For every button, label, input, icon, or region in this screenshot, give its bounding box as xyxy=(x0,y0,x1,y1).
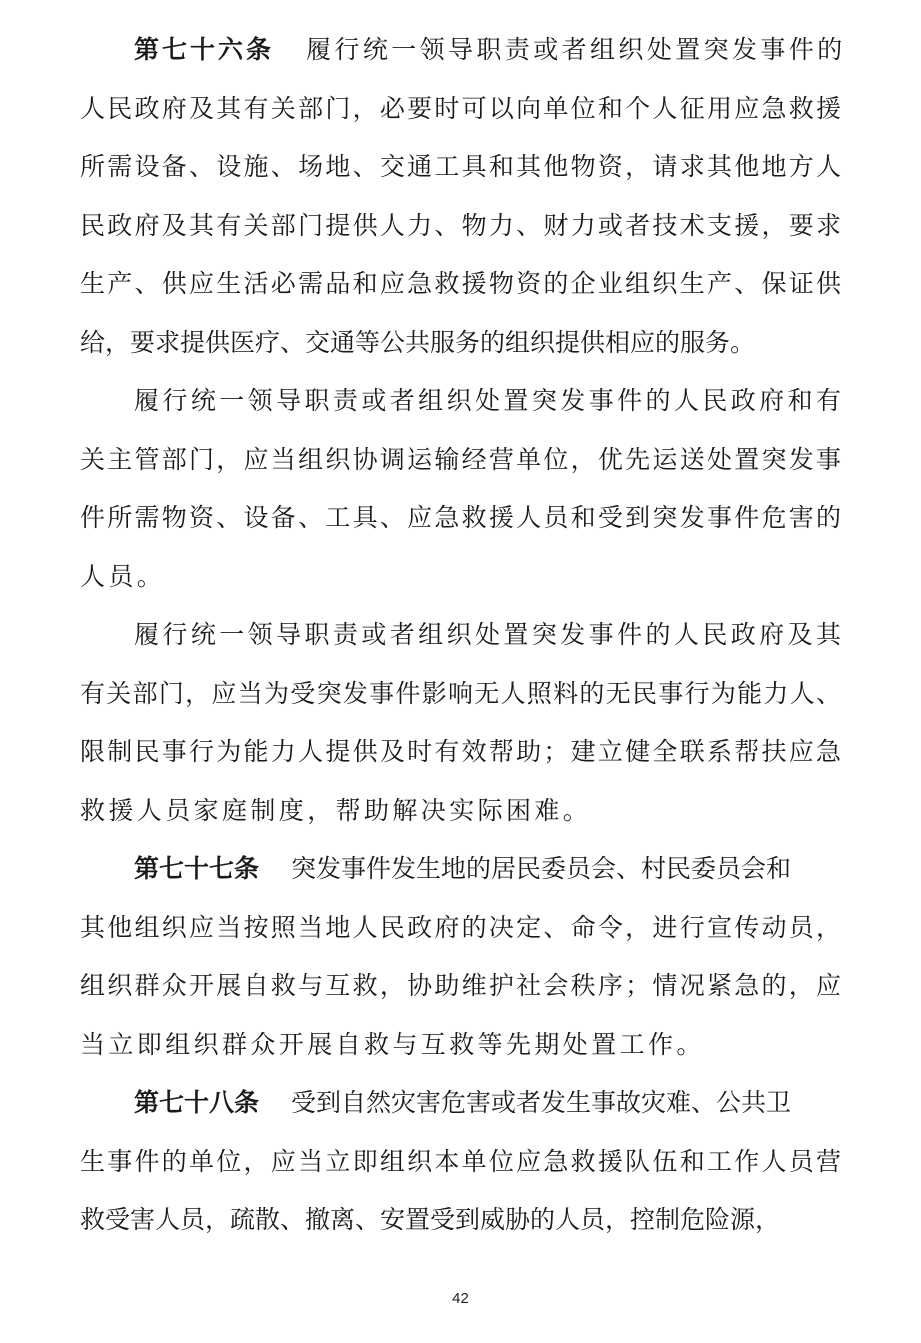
line-text: 生事件的单位，应当立即组织本单位应急救援队伍和工作人员营 xyxy=(80,1146,841,1176)
text-line xyxy=(80,1200,841,1240)
line-text: 生产、供应生活必需品和应急救援物资的企业组织生产、保证供 xyxy=(80,269,841,298)
line-text: 组织群众开展自救与互救，协助维护社会秩序；情况紧急的，应 xyxy=(80,971,841,1000)
text-line xyxy=(134,381,841,421)
text-line xyxy=(80,1142,841,1182)
text-line xyxy=(80,206,841,246)
text-line xyxy=(80,323,841,363)
text-line xyxy=(134,615,841,655)
line-text: 受到自然灾害危害或者发生事故灾难、公共卫 xyxy=(291,1088,792,1117)
text-line xyxy=(80,732,841,772)
line-text: 当立即组织群众开展自救与互救等先期处置工作。 xyxy=(80,1029,705,1059)
line-text: 民政府及其有关部门提供人力、物力、财力或者技术支援，要求 xyxy=(80,210,841,240)
line-text: 履行统一领导职责或者组织处置突发事件的 xyxy=(306,35,846,64)
line-text: 履行统一领导职责或者组织处置突发事件的人民政府和有 xyxy=(134,386,841,415)
text-line xyxy=(80,147,841,187)
line-text: 限制民事行为能力人提供及时有效帮助；建立健全联系帮扶应急 xyxy=(80,737,841,766)
text-line xyxy=(80,440,841,480)
line-text: 人民政府及其有关部门，必要时可以向单位和个人征用应急救援 xyxy=(80,93,841,123)
text-line xyxy=(80,674,841,714)
line-text: 突发事件发生地的居民委员会、村民委员会和 xyxy=(291,854,792,883)
text-line xyxy=(80,264,841,304)
line-text: 件所需物资、设备、工具、应急救援人员和受到突发事件危害的 xyxy=(80,503,841,532)
page-number: 42 xyxy=(452,1290,469,1307)
article-number: 第七十六条 xyxy=(134,35,275,64)
text-line xyxy=(80,557,841,597)
text-line xyxy=(80,791,841,831)
line-text: 关主管部门，应当组织协调运输经营单位，优先运送处置突发事 xyxy=(80,444,841,474)
line-text: 所需设备、设施、场地、交通工具和其他物资，请求其他地方人 xyxy=(80,152,841,181)
line-text: 给，要求提供医疗、交通等公共服务的组织提供相应的服务。 xyxy=(80,327,756,357)
article-number: 第七十七条 xyxy=(134,854,260,883)
text-line xyxy=(80,1025,841,1065)
text-line xyxy=(134,30,846,70)
line-text: 救援人员家庭制度，帮助解决实际困难。 xyxy=(80,795,592,825)
text-line xyxy=(80,89,841,129)
line-text: 有关部门，应当为受突发事件影响无人照料的无民事行为能力人、 xyxy=(80,678,841,708)
line-text: 救受害人员，疏散、撤离、安置受到威胁的人员，控制危险源， xyxy=(80,1205,781,1234)
text-line xyxy=(80,498,841,538)
line-text: 履行统一领导职责或者组织处置突发事件的人民政府及其 xyxy=(134,620,841,649)
text-line xyxy=(80,966,841,1006)
text-line xyxy=(80,908,841,948)
line-text: 其他组织应当按照当地人民政府的决定、命令，进行宣传动员， xyxy=(80,912,841,942)
article-number: 第七十八条 xyxy=(134,1088,260,1117)
text-line xyxy=(134,1083,841,1123)
line-text: 人员。 xyxy=(80,561,166,591)
text-line xyxy=(134,849,841,889)
